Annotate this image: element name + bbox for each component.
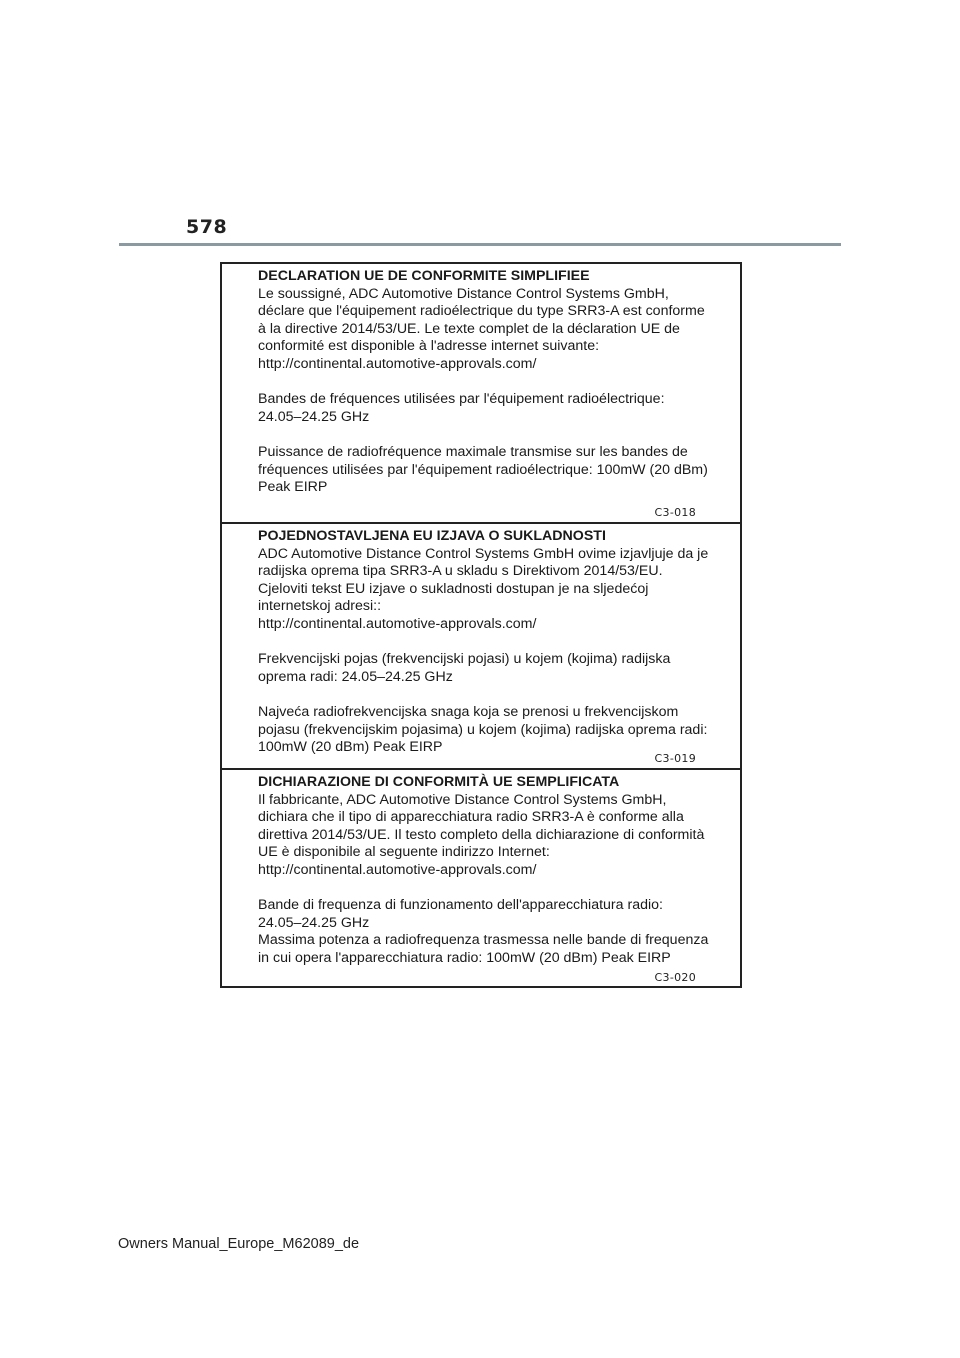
body-line: Frekvencijski pojas (frekvencijski pojasi) u kojem (kojima) radijska bbox=[258, 651, 671, 668]
declaration-section-italian bbox=[222, 768, 740, 986]
body-line: 24.05–24.25 GHz bbox=[258, 408, 370, 425]
body-line: UE è disponibile al seguente indirizzo Internet: bbox=[258, 844, 550, 861]
body-line: radijska oprema tipa SRR3-A u skladu s Direktivom 2014/53/EU. bbox=[258, 563, 663, 580]
body-line: Peak EIRP bbox=[258, 479, 328, 496]
paragraph-gap bbox=[258, 634, 720, 652]
section-title: POJEDNOSTAVLJENA EU IZJAVA O SUKLADNOSTI bbox=[258, 528, 606, 544]
section-code: C3-019 bbox=[654, 752, 696, 765]
page-number: 578 bbox=[186, 216, 228, 238]
declaration-section-croatian bbox=[222, 522, 740, 768]
body-line: Puissance de radiofréquence maximale transmise sur les bandes de bbox=[258, 443, 688, 460]
body-line: Le soussigné, ADC Automotive Distance Control Systems GmbH, bbox=[258, 285, 669, 302]
body-line: dichiara che il tipo di apparecchiatura radio SRR3-A è conforme alla bbox=[258, 809, 684, 826]
body-line: 100mW (20 dBm) Peak EIRP bbox=[258, 739, 443, 756]
body-line: internetskoj adresi:: bbox=[258, 598, 382, 615]
body-line: Bande di frequenza di funzionamento dell'apparecchiatura radio: bbox=[258, 897, 663, 914]
footer-text: Owners Manual_Europe_M62089_de bbox=[118, 1236, 360, 1252]
section-code: C3-020 bbox=[654, 971, 696, 984]
body-line: 24.05–24.25 GHz bbox=[258, 914, 370, 931]
body-line: pojasu (frekvencijskim pojasima) u kojem (kojima) radijska oprema radi: bbox=[258, 721, 708, 738]
section-title: DECLARATION UE DE CONFORMITE SIMPLIFIEE bbox=[258, 268, 590, 284]
body-line: conformité est disponible à l'adresse internet suivante: bbox=[258, 338, 600, 355]
body-line: http://continental.automotive-approvals.com/ bbox=[258, 355, 537, 372]
paragraph-gap bbox=[258, 426, 720, 444]
paragraph-gap bbox=[258, 374, 720, 392]
body-line: ADC Automotive Distance Control Systems GmbH ovime izjavljuje da je bbox=[258, 545, 709, 562]
body-line: http://continental.automotive-approvals.com/ bbox=[258, 615, 537, 632]
section-body bbox=[258, 546, 720, 757]
section-code: C3-018 bbox=[654, 506, 696, 519]
body-line: direttiva 2014/53/UE. Il testo completo della dichiarazione di conformità bbox=[258, 826, 705, 843]
header-rule bbox=[119, 243, 841, 246]
body-line: in cui opera l'apparecchiatura radio: 100mW (20 dBm) Peak EIRP bbox=[258, 949, 671, 966]
declaration-section-french bbox=[222, 264, 740, 522]
section-body bbox=[258, 792, 720, 968]
declaration-box bbox=[220, 262, 742, 988]
body-line: Il fabbricante, ADC Automotive Distance Control Systems GmbH, bbox=[258, 791, 667, 808]
body-line: à la directive 2014/53/UE. Le texte complet de la déclaration UE de bbox=[258, 320, 680, 337]
paragraph-gap bbox=[258, 686, 720, 704]
body-line: fréquences utilisées par l'équipement radioélectrique: 100mW (20 dBm) bbox=[258, 461, 708, 478]
section-body bbox=[258, 286, 720, 497]
body-line: Najveća radiofrekvencijska snaga koja se prenosi u frekvencijskom bbox=[258, 703, 679, 720]
section-title: DICHIARAZIONE DI CONFORMITÀ UE SEMPLIFICATA bbox=[258, 774, 620, 790]
body-line: déclare que l'équipement radioélectrique du type SRR3-A est conforme bbox=[258, 303, 705, 320]
body-line: oprema radi: 24.05–24.25 GHz bbox=[258, 668, 453, 685]
body-line: Cjeloviti tekst EU izjave o sukladnosti dostupan je na sljedećoj bbox=[258, 580, 649, 597]
paragraph-gap bbox=[258, 880, 720, 898]
body-line: Bandes de fréquences utilisées par l'équipement radioélectrique: bbox=[258, 391, 665, 408]
body-line: http://continental.automotive-approvals.com/ bbox=[258, 861, 537, 878]
body-line: Massima potenza a radiofrequenza trasmessa nelle bande di frequenza bbox=[258, 932, 709, 949]
